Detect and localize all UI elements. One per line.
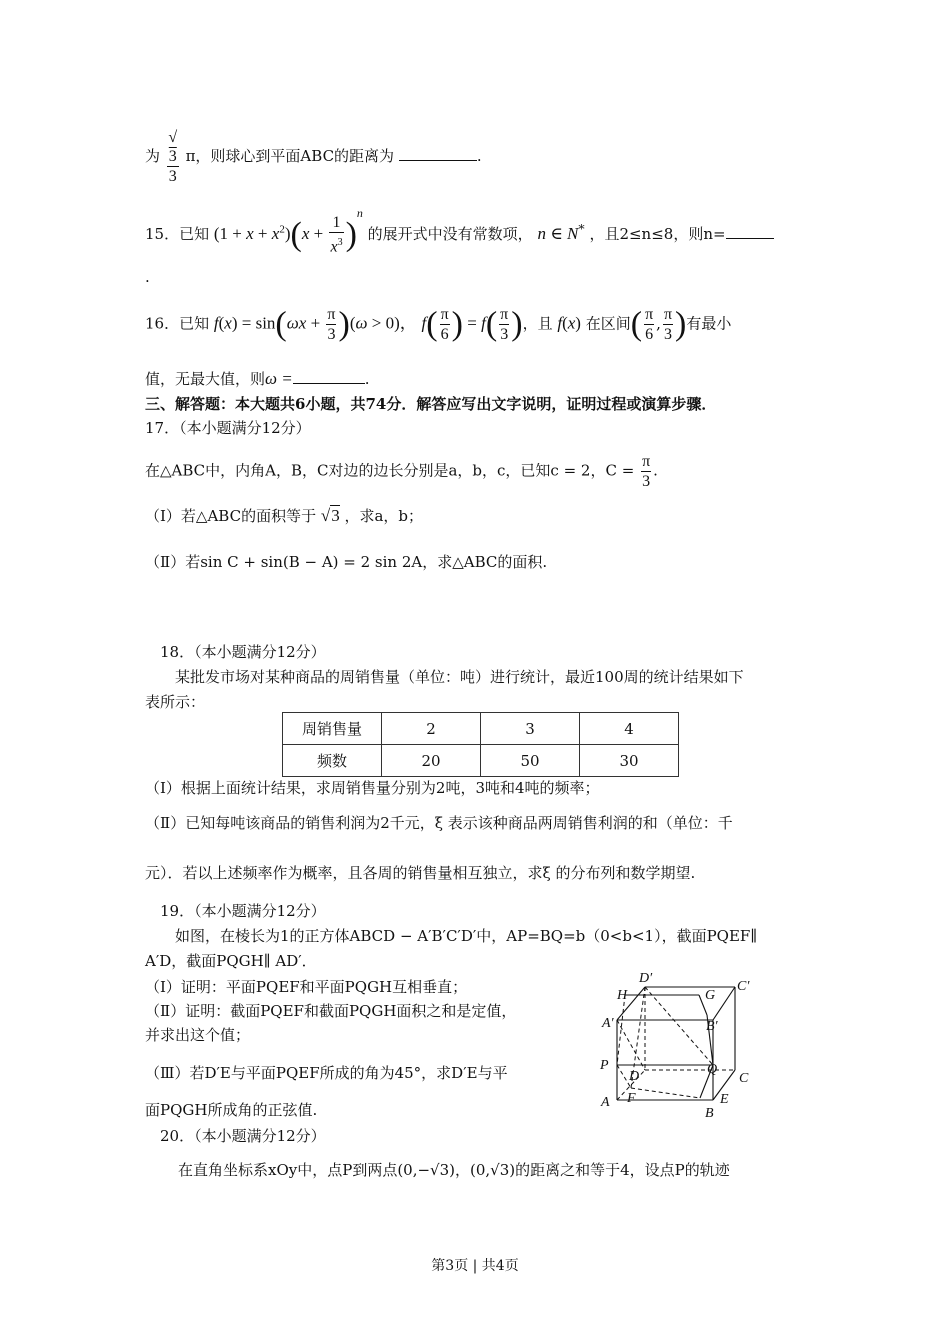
p18-stem-line1: 某批发市场对某种商品的周销售量（单位：吨）进行统计，最近100周的统计结果如下 (175, 668, 744, 686)
frequency-table (282, 712, 679, 777)
table-cell: 20 (382, 745, 481, 777)
pi-over-3: $\frac{\pi}{3}$ (642, 453, 651, 490)
p16-tail: 有最小 (686, 314, 732, 333)
table-cell: 频数 (283, 745, 382, 777)
table-row (283, 713, 679, 745)
p18-part2-line1: （Ⅱ）已知每吨该商品的销售利润为2千元，ξ 表示该种商品两周销售利润的和（单位：千 (145, 814, 733, 832)
p18-stem-line2: 表所示： (145, 693, 206, 711)
answer-blank-14 (399, 148, 477, 161)
p14-continuation: 为 √ 3 3 π，则球心到平面ABC的距离为 . (145, 129, 482, 185)
p17-header: 17．（本小题满分12分） (145, 419, 311, 437)
p19-part3-line1: （Ⅲ）若D′E与平面PQEF所成的角为45°，求D′E与平 (145, 1064, 508, 1082)
p17-part1-text: （Ⅰ）若△ABC的面积等于 (145, 507, 317, 525)
p18-part1: （Ⅰ）根据上面统计结果，求周销售量分别为2吨，3吨和4吨的频率； (145, 779, 600, 797)
label-D-prime: D′ (639, 971, 653, 986)
table-cell: 30 (580, 745, 679, 777)
answer-blank-15 (726, 226, 774, 239)
sqrt3-over-3-fraction: √ 3 3 (168, 129, 178, 185)
table-cell: 50 (481, 745, 580, 777)
table-row (283, 745, 679, 777)
p19-header: 19．（本小题满分12分） (160, 902, 326, 920)
label-C-prime: C′ (737, 979, 750, 994)
table-cell: 周销售量 (283, 713, 382, 745)
answer-blank-16 (293, 371, 365, 384)
problem-15: 15．已知 $(1 + x + x^2)(x$ + $\frac{1}{x^3}$ )$^n$ 的展开式中没有常数项， n ∈ N* ，且2≤n≤8，则n= (145, 206, 774, 257)
table-cell: 4 (580, 713, 679, 745)
label-F: F (627, 1091, 636, 1106)
p17-stem: 在△ABC中，内角A，B，C对边的边长分别是a，b，c，已知c = 2，C = $\frac{\pi}{3}$ . (145, 453, 658, 490)
label-D: D (629, 1069, 640, 1084)
table-cell: 3 (481, 713, 580, 745)
p17-part2: （Ⅱ）若sin C + sin(B − A) = 2 sin 2A，求△ABC的面积. (145, 553, 548, 571)
label-Q: Q (707, 1062, 718, 1077)
page-footer: 第3页 | 共4页 (431, 1258, 519, 1274)
sqrt-3: √3 (320, 506, 340, 525)
p15-tail: ，且2≤n≤8，则n= (589, 225, 726, 243)
label-G: G (705, 988, 716, 1003)
p20-header: 20．（本小题满分12分） (160, 1127, 326, 1145)
p17-stem-text: 在△ABC中，内角A，B，C对边的边长分别是a，b，c，已知c = 2，C = (145, 461, 635, 480)
p19-part2-line1: （Ⅱ）证明：截面PQEF和截面PQGH面积之和是定值， (145, 1002, 517, 1020)
p15-middle: 的展开式中没有常数项， (367, 225, 533, 243)
label-A: A (601, 1095, 610, 1110)
p18-header: 18．（本小题满分12分） (160, 643, 326, 661)
label-B: B (705, 1106, 714, 1120)
p16-number: 16．已知 (145, 314, 210, 333)
p18-part2-line2: 元）．若以上述频率作为概率，且各周的销售量相互独立，求ξ 的分布列和数学期望. (145, 864, 696, 882)
p14-prefix: 为 (145, 147, 161, 165)
p19-stem-line2: A′D，截面PQGH∥ AD′． (145, 952, 317, 970)
cube-figure (595, 970, 765, 1120)
p15-continuation: . (145, 268, 150, 286)
table-cell: 2 (382, 713, 481, 745)
p17-part1-tail: ，求a，b； (344, 507, 424, 525)
p14-text: π，则球心到平面ABC的距离为 (185, 147, 395, 165)
p19-part2-line2: 并求出这个值； (145, 1026, 251, 1044)
label-B-prime: B′ (706, 1019, 718, 1034)
p15-star: * (578, 221, 585, 236)
p16-continuation: 值，无最大值，则ω = . (145, 369, 370, 388)
label-C: C (739, 1071, 749, 1086)
p16-function: f(x) = sin (213, 313, 276, 333)
p19-part1: （Ⅰ）证明：平面PQEF和平面PQGH互相垂直； (145, 978, 468, 996)
problem-16: 16．已知 f(x) = sin(ωx + $\frac{\pi}{3}$ )(ω > 0)， f( $\frac{\pi}{6}$ ) = f( $\frac{\pi}{3}$ )，且 f(x) 在区间( $\frac{\pi}{6}$ , $\frac{\pi}{3}$ )有最小 (145, 305, 732, 343)
p17-part1 (145, 505, 423, 526)
p15-number: 15．已知 (145, 225, 210, 243)
p20-stem: 在直角坐标系xOy中，点P到两点(0,−√3)，(0,√3)的距离之和等于4，设点P的轨迹 (178, 1161, 730, 1179)
p15-expression: $(1 + x + x^2)$ (213, 223, 291, 243)
p15-set: n ∈ N (537, 224, 579, 243)
p19-stem-line1: 如图，在棱长为1的正方体ABCD − A′B′C′D′中，AP=BQ=b（0<b<1），截面PQEF∥ (175, 927, 758, 945)
label-E: E (720, 1092, 729, 1107)
p16-omega: ω = (265, 369, 293, 388)
section-three-heading: 三、解答题：本大题共6小题，共74分．解答应写出文字说明，证明过程或演算步骤． (145, 395, 717, 413)
label-H: H (617, 988, 628, 1003)
label-P: P (600, 1058, 609, 1073)
p16-cont-text: 值，无最大值，则 (145, 370, 266, 388)
p19-part3-line2: 面PQGH所成角的正弦值. (145, 1101, 318, 1119)
label-A-prime: A′ (602, 1016, 614, 1031)
